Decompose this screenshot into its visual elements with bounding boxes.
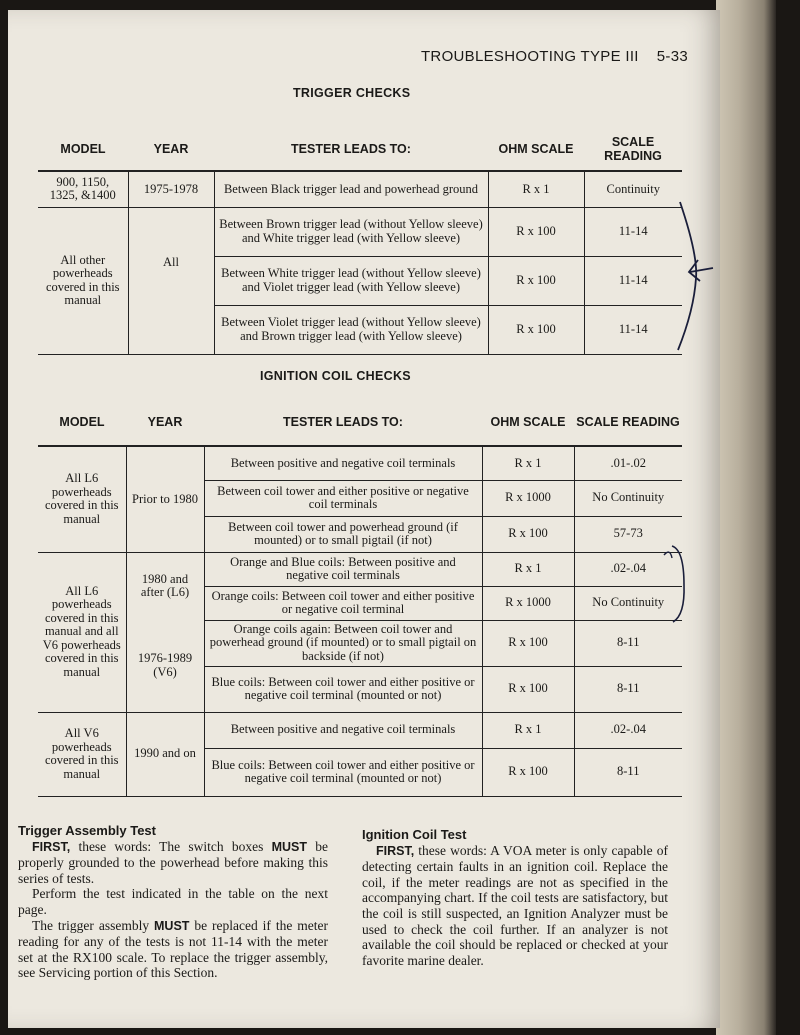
leads-cell: Orange and Blue coils: Between positive and negative coil terminals	[204, 552, 482, 586]
year-cell: 1975-1978	[128, 171, 214, 207]
leads-cell: Between Brown trigger lead (without Yellow sleeve) and White trigger lead (with Yellow sleeve)	[214, 207, 488, 256]
model-cell: All L6 powerheads covered in this manual and all V6 powerheads covered in this manual	[38, 552, 126, 712]
trigger-assembly-test-section	[18, 823, 328, 981]
ohm-cell: R x 100	[488, 305, 584, 354]
leads-cell: Between Violet trigger lead (without Yellow sleeve) and Brown trigger lead (with Yellow sleeve)	[214, 305, 488, 354]
leads-cell: Orange coils again: Between coil tower and powerhead ground (if mounted) or to small pigtail on backside (if not)	[204, 620, 482, 666]
reading-cell: No Continuity	[574, 586, 682, 620]
book-spine	[716, 0, 776, 1035]
reading-cell: 8-11	[574, 748, 682, 796]
reading-cell: .01-.02	[574, 446, 682, 480]
reading-cell: 8-11	[574, 666, 682, 712]
year-cell: 1976-1989 (V6)	[126, 620, 204, 712]
year-cell: All	[128, 207, 214, 354]
year-cell: 1980 and after (L6)	[126, 552, 204, 620]
reading-cell: 57-73	[574, 516, 682, 552]
year-cell: Prior to 1980	[126, 446, 204, 552]
coil-paragraph-1: FIRST, these words: A VOA meter is only capable of detecting certain faults in an ignition coil. Replace the coil, if the meter readings are not as specified in the accompanying chart. If the coil tests are satisfactory, but the coil is still suspected, an Ignition Analyzer must be used to check the coil further. If an analyzer is not available the coil should be replaced or checked at your favorite marine dealer.	[362, 842, 668, 968]
leads-cell: Between White trigger lead (without Yellow sleeve) and Violet trigger lead (with Yellow sleeve)	[214, 256, 488, 305]
pen-hook-mark	[664, 552, 672, 558]
leads-cell: Between Black trigger lead and powerhead ground	[214, 171, 488, 207]
pen-bracket-coil	[672, 546, 684, 622]
col-header-year: YEAR	[128, 128, 214, 171]
trigger-paragraph-2: Perform the test indicated in the table on the next page.	[18, 886, 328, 917]
manual-page	[8, 10, 720, 1028]
reading-cell: Continuity	[584, 171, 682, 207]
col-header-leads: TESTER LEADS TO:	[214, 128, 488, 171]
col-header-year: YEAR	[126, 398, 204, 446]
model-cell: All V6 powerheads covered in this manual	[38, 712, 126, 796]
leads-cell: Between coil tower and either positive or negative coil terminals	[204, 480, 482, 516]
ohm-cell: R x 1	[482, 552, 574, 586]
ignition-coil-heading: Ignition Coil Test	[362, 827, 467, 842]
col-header-model: MODEL	[38, 128, 128, 171]
ohm-cell: R x 1	[482, 712, 574, 748]
model-cell: 900, 1150, 1325, &1400	[38, 171, 128, 207]
page-number: 5-33	[656, 48, 688, 65]
trigger-checks-title: TRIGGER CHECKS	[293, 86, 411, 100]
ohm-cell: R x 100	[482, 666, 574, 712]
reading-cell: 11-14	[584, 305, 682, 354]
leads-cell: Blue coils: Between coil tower and either positive or negative coil terminal (mounted or not)	[204, 748, 482, 796]
reading-cell: No Continuity	[574, 480, 682, 516]
col-header-leads: TESTER LEADS TO:	[204, 398, 482, 446]
col-header-ohm: OHM SCALE	[482, 398, 574, 446]
ohm-cell: R x 100	[482, 620, 574, 666]
leads-cell: Orange coils: Between coil tower and either positive or negative coil terminal	[204, 586, 482, 620]
ohm-cell: R x 1	[482, 446, 574, 480]
ohm-cell: R x 100	[488, 207, 584, 256]
header-title: TROUBLESHOOTING TYPE III	[420, 48, 639, 65]
col-header-model: MODEL	[38, 398, 126, 446]
reading-cell: .02-.04	[574, 712, 682, 748]
year-cell: 1990 and on	[126, 712, 204, 796]
model-cell: All L6 powerheads covered in this manual	[38, 446, 126, 552]
trigger-paragraph-3: The trigger assembly MUST be replaced if the meter reading for any of the tests is not 11-14 with the meter set at the RX100 scale. To replace the trigger assembly, see Servicing portion of this Section.	[18, 917, 328, 981]
pen-arrow	[689, 260, 713, 281]
coil-checks-title: IGNITION COIL CHECKS	[260, 369, 411, 383]
col-header-reading: SCALE READING	[574, 398, 682, 446]
trigger-assembly-heading: Trigger Assembly Test	[18, 823, 156, 838]
model-cell: All other powerheads covered in this manual	[38, 207, 128, 354]
reading-cell: 8-11	[574, 620, 682, 666]
leads-cell: Between positive and negative coil terminals	[204, 446, 482, 480]
ohm-cell: R x 100	[482, 748, 574, 796]
ohm-cell: R x 1000	[482, 480, 574, 516]
reading-cell: 11-14	[584, 207, 682, 256]
leads-cell: Between coil tower and powerhead ground (if mounted) or to small pigtail (if not)	[204, 516, 482, 552]
leads-cell: Blue coils: Between coil tower and either positive or negative coil terminal (mounted or not)	[204, 666, 482, 712]
ohm-cell: R x 100	[488, 256, 584, 305]
ohm-cell: R x 1	[488, 171, 584, 207]
col-header-reading: SCALE READING	[584, 128, 682, 171]
col-header-ohm: OHM SCALE	[488, 128, 584, 171]
ohm-cell: R x 100	[482, 516, 574, 552]
leads-cell: Between positive and negative coil terminals	[204, 712, 482, 748]
trigger-paragraph-1: FIRST, these words: The switch boxes MUST be properly grounded to the powerhead before making this series of tests.	[18, 838, 328, 886]
reading-cell: .02-.04	[574, 552, 682, 586]
reading-cell: 11-14	[584, 256, 682, 305]
ohm-cell: R x 1000	[482, 586, 574, 620]
ignition-coil-test-section	[362, 827, 668, 968]
